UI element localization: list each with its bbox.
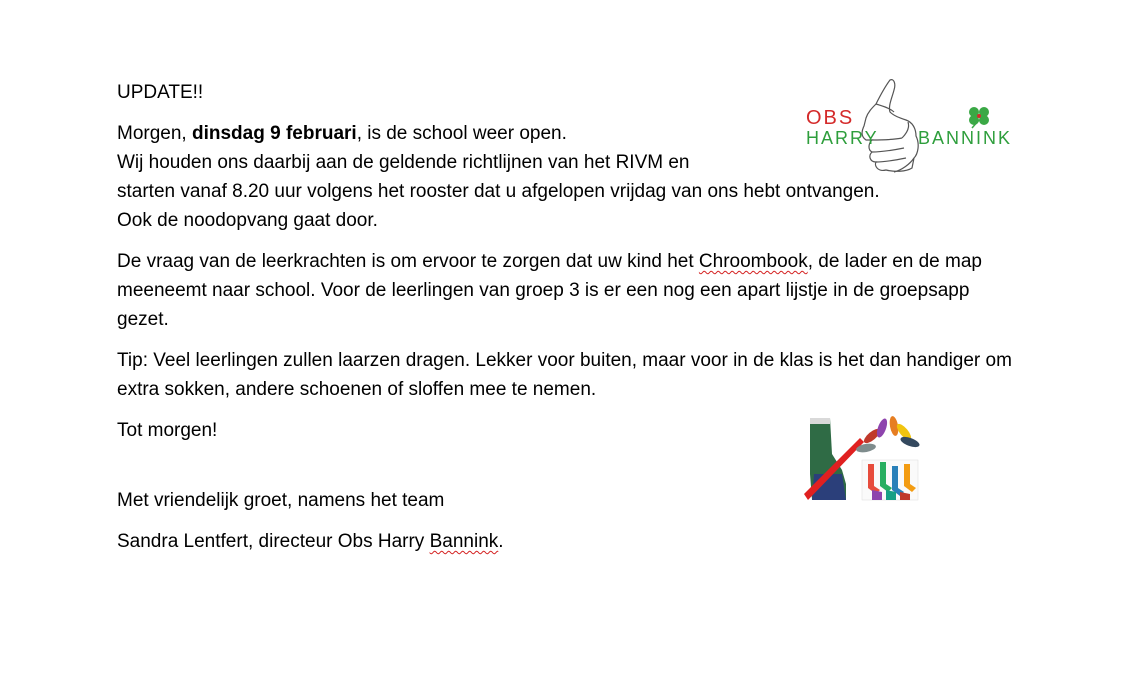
clover-icon <box>969 107 989 128</box>
signature-period: . <box>498 531 504 552</box>
opening-text: Morgen, <box>117 123 192 144</box>
logo-harry: HARRY <box>806 128 879 148</box>
logo-bannink: BANNINK <box>918 128 1013 148</box>
school-logo <box>802 78 1017 176</box>
signature-text: Sandra Lentfert, directeur Obs Harry <box>117 531 430 552</box>
paragraph-tip: Tip: Veel leerlingen zullen laarzen dragen. Lekker voor buiten, maar voor in de klas is het dan handiger om extra sokken, andere schoenen of sloffen mee te nemen. <box>117 350 1012 400</box>
schedule-line: starten vanaf 8.20 uur volgens het rooster dat u afgelopen vrijdag van ons hebt ontvangen. <box>117 181 880 202</box>
childcare-line: Ook de noodopvang gaat door. <box>117 210 378 231</box>
chromebook-text-end: , de lader en de map meeneemt naar school. Voor de leerlingen van groep 3 is er een nog een apart lijstje in de groepsapp gezet. <box>117 251 982 330</box>
paragraph-closing: Tot morgen! <box>117 420 218 441</box>
socks-icon <box>862 460 918 500</box>
rivm-line: Wij houden ons daarbij aan de geldende richtlijnen van het RIVM en <box>117 152 690 173</box>
bannink-word: Bannink <box>429 531 499 552</box>
chroombook-word: Chroombook <box>698 251 808 272</box>
chromebook-text: De vraag van de leerkrachten is om ervoor te zorgen dat uw kind het <box>117 251 699 272</box>
paragraph-chromebook <box>117 247 1017 334</box>
thumbs-up-icon <box>862 80 918 172</box>
signature-line <box>117 527 1017 556</box>
shoes-fan-icon <box>855 415 920 453</box>
date-bold: dinsdag 9 februari <box>191 123 357 144</box>
update-heading: UPDATE!! <box>117 82 204 103</box>
logo-obs: OBS <box>806 107 855 129</box>
greeting-line: Met vriendelijk groet, namens het team <box>117 490 445 511</box>
opening-text-end: , is de school weer open. <box>356 123 567 144</box>
boots-shoes-socks-image <box>802 414 920 504</box>
